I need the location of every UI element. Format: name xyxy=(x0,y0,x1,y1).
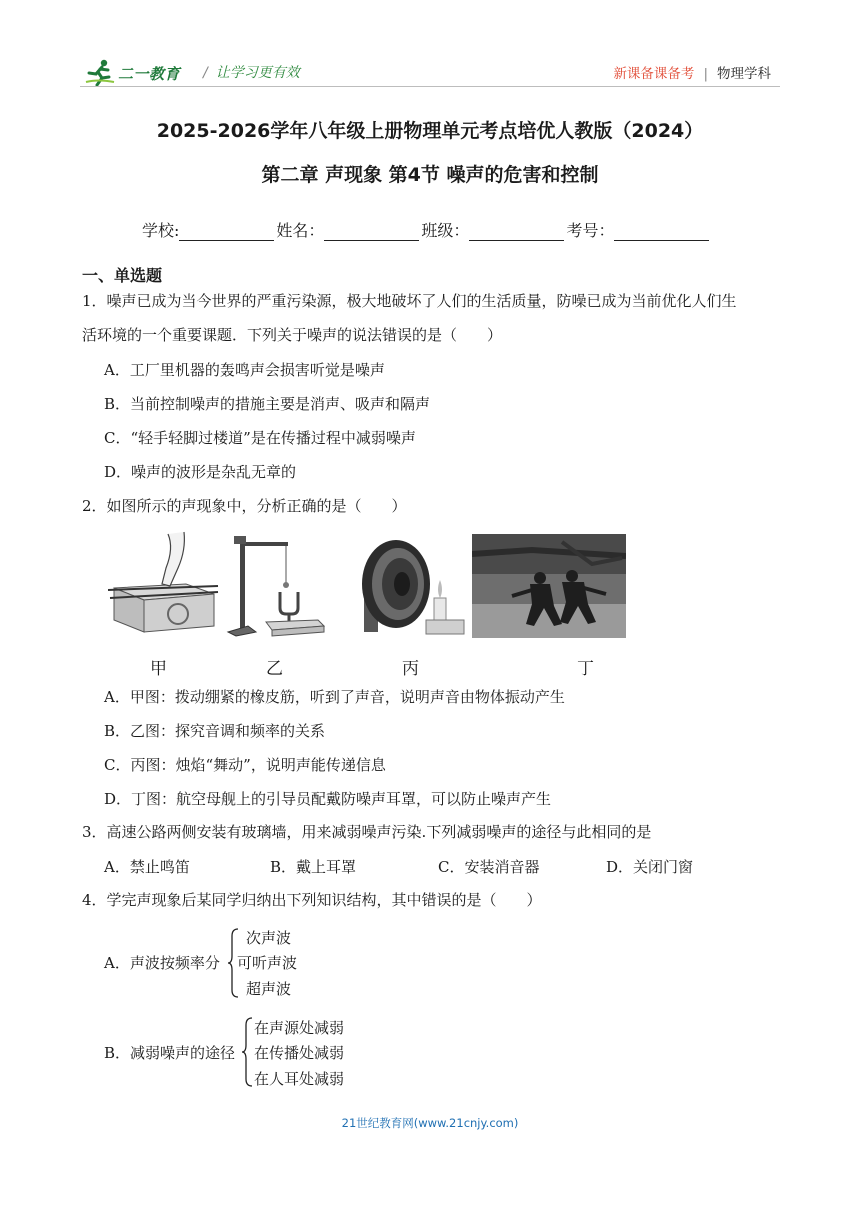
header-course-text: 新课备课备考 xyxy=(613,66,695,82)
figure-yi-tuning-fork xyxy=(226,528,326,642)
footer-link[interactable]: 21世纪教育网(www.21cnjy.com) xyxy=(341,1116,519,1130)
school-label: 学校: xyxy=(142,221,180,240)
q4-b-item-2: 在传播处减弱 xyxy=(254,1044,345,1062)
q3-option-c[interactable]: C．安装消音器 xyxy=(438,858,540,876)
header-right xyxy=(613,62,771,82)
q2-option-c[interactable]: C．丙图：烛焰“舞动”，说明声能传递信息 xyxy=(104,756,386,774)
q1-stem-line2: 活环境的一个重要课题．下列关于噪声的说法错误的是（ ） xyxy=(82,326,503,344)
class-field[interactable] xyxy=(469,222,564,241)
brace-icon xyxy=(242,1017,254,1087)
header-divider xyxy=(80,86,780,87)
q3-option-a[interactable]: A．禁止鸣笛 xyxy=(104,858,190,876)
q2-stem: 2．如图所示的声现象中，分析正确的是（ ） xyxy=(82,497,407,515)
slogan xyxy=(203,62,300,82)
q4-a-item-1: 次声波 xyxy=(246,929,292,947)
q3-stem: 3．高速公路两侧安装有玻璃墙，用来减弱噪声污染.下列减弱噪声的途径与此相同的是 xyxy=(82,823,652,841)
q2-option-b[interactable]: B．乙图：探究音调和频率的关系 xyxy=(104,722,326,740)
name-label: 姓名： xyxy=(276,221,325,240)
figure-label-yi: 乙 xyxy=(266,659,283,679)
figure-jia-rubber-band-box xyxy=(108,528,220,642)
name-field[interactable] xyxy=(324,222,419,241)
q4-option-b-label[interactable]: B．减弱噪声的途径 xyxy=(104,1044,236,1062)
q4-b-item-1: 在声源处减弱 xyxy=(254,1019,345,1037)
section-heading: 一、单选题 xyxy=(82,266,163,285)
figure-label-ding: 丁 xyxy=(577,659,594,679)
q1-option-b[interactable]: B．当前控制噪声的措施主要是消声、吸声和隔声 xyxy=(104,395,431,413)
q1-option-d[interactable]: D．噪声的波形是杂乱无章的 xyxy=(104,463,297,481)
student-info xyxy=(142,218,711,241)
header-separator: | xyxy=(703,66,708,82)
q4-option-a-label[interactable]: A．声波按频率分 xyxy=(104,954,220,972)
number-label: 考号： xyxy=(566,221,615,240)
figure-bing-speaker-candle xyxy=(356,528,468,642)
q2-option-a[interactable]: A．甲图：拨动绷紧的橡皮筋，听到了声音，说明声音由物体振动产生 xyxy=(104,688,565,706)
chapter-title: 第二章 声现象 第4节 噪声的危害和控制 xyxy=(261,164,599,186)
school-field[interactable] xyxy=(179,222,274,241)
class-label: 班级： xyxy=(421,221,470,240)
q2-option-d[interactable]: D．丁图：航空母舰上的引导员配戴防噪声耳罩，可以防止噪声产生 xyxy=(104,790,552,808)
q1-stem-line1: 1．噪声已成为当今世界的严重污染源，极大地破坏了人们的生活质量，防噪已成为当前优化人们生 xyxy=(82,292,737,310)
q1-option-a[interactable]: A．工厂里机器的轰鸣声会损害听觉是噪声 xyxy=(104,361,385,379)
q4-a-item-2: 可听声波 xyxy=(237,954,298,972)
q4-a-item-3: 超声波 xyxy=(246,980,292,998)
logo-runner-icon xyxy=(84,58,118,86)
slogan-text: 让学习更有效 xyxy=(215,65,300,81)
slogan-slash: / xyxy=(203,65,208,81)
figure-label-jia: 甲 xyxy=(150,659,167,679)
q3-option-b[interactable]: B．戴上耳罩 xyxy=(270,858,357,876)
page-title: 2025-2026学年八年级上册物理单元考点培优人教版（2024） xyxy=(156,120,704,142)
logo-text: 二一教育 xyxy=(118,65,181,83)
q1-option-c[interactable]: C．“轻手轻脚过楼道”是在传播过程中减弱噪声 xyxy=(104,429,416,447)
q4-stem: 4．学完声现象后某同学归纳出下列知识结构，其中错误的是（ ） xyxy=(82,891,542,909)
figure-ding-carrier-deck-photo xyxy=(472,534,626,642)
q3-option-d[interactable]: D．关闭门窗 xyxy=(606,858,694,876)
q4-b-item-3: 在人耳处减弱 xyxy=(254,1070,345,1088)
figure-label-bing: 丙 xyxy=(402,659,419,679)
number-field[interactable] xyxy=(614,222,709,241)
header-subject: 物理学科 xyxy=(717,66,771,82)
